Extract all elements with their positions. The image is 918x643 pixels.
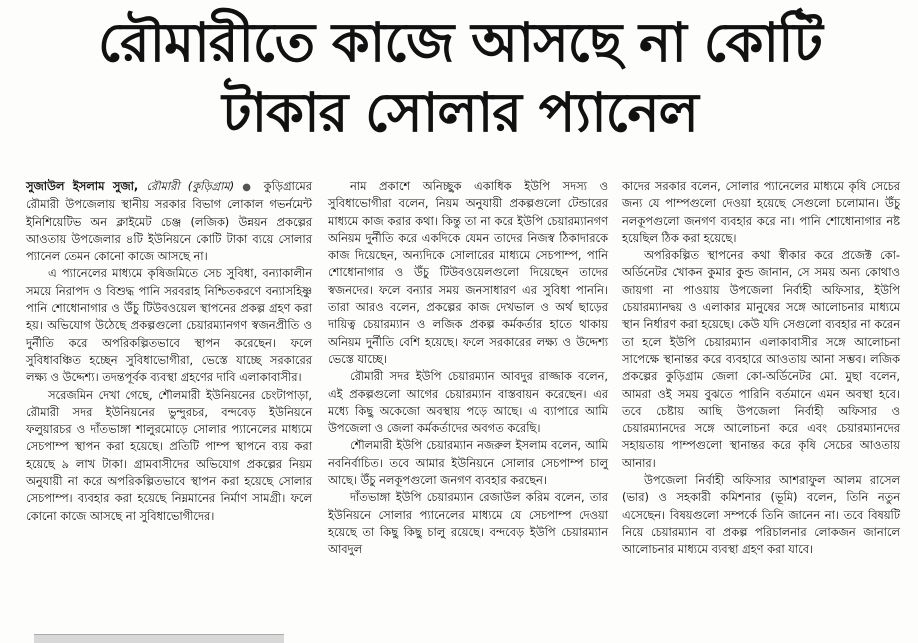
article-column-3 <box>622 178 900 559</box>
article-paragraph: কুড়িগ্রামের রৌমারী উপজেলায় স্থানীয় সরকার বিভাগ লোকাল গভর্নমেন্ট ইনিশিয়েটিভ অন ক্লাইমেট চেঞ্জ (লজিক) উন্নয়ন প্রকল্পের আওতায় উপজেলার ৪টি ইউনিয়নে কোটি টাকা ব্যয়ে সোলার প্যানেল তেমন কোনো কাজে আসছে না। <box>26 179 313 264</box>
headline <box>20 8 900 148</box>
article-paragraph: রৌমারী সদর ইউপি চেয়ারম্যান আবদুর রাজ্জাক বলেন, এই প্রকল্পগুলো আগের চেয়ারম্যান বাস্তবায়ন করেছেন। এর মধ্যে কিছু অকেজো অবস্থায় পড়ে আছে। এ ব্যাপারে আমি উপজেলা ও জেলা কর্মকর্তাদের অবগত করেছি। <box>328 369 608 436</box>
article-column-1 <box>26 178 312 525</box>
article-column-2 <box>328 178 608 559</box>
headline-line-1: রৌমারীতে কাজে আসছে না কোটি <box>98 11 822 74</box>
article-paragraph: এ প্যানেলের মাধ্যমে কৃষিজমিতে সেচ সুবিধা, বন্যাকালীন সময়ে নিরাপদ ও বিশুদ্ধ পানি সরবরাহ নিশ্চিতকরণে বন্যাসহিষ্ণু পানি শোধোনাগার ও উঁচু টিউবওয়েল স্থাপনের প্রকল্প গ্রহণ করা হয়। অভিযোগ উঠেছে প্রকল্পগুলো চেয়ারম্যানগণ স্বজনপ্রীতি ও দুর্নীতি করে অপরিকল্পিতভাবে স্থাপন করেছেন। ফলে সুবিধাবঞ্চিত হচ্ছেন সুবিধাভোগীরা, ভেস্তে যাচ্ছে সরকারের লক্ষ্য ও উদ্দেশ্য। তদন্তপূর্বক ব্যবস্থা গ্রহণের দাবি এলাকাবাসীর। <box>26 266 312 385</box>
article-paragraph: উপজেলা নির্বাহী অফিসার আশরাফুল আলম রাসেল (ভার) ও সহকারী কমিশনার (ভূমি) বলেন, তিনি নতুন এসেছেন। বিষয়গুলো সম্পর্কে তিনি জানেন না। তবে বিষয়টি নিয়ে চেয়ারম্যান বা প্রকল্প পরিচালনার লোকজন জানালে আলোচনার মাধ্যমে ব্যবস্থা গ্রহণ করা যাবে। <box>622 473 900 557</box>
byline-place: রৌমারী (কুড়িগ্রাম) <box>146 179 235 193</box>
byline-bullet: ● <box>242 182 256 193</box>
article-paragraph: শৌলমারী ইউপি চেয়ারম্যান নজরুল ইসলাম বলেন, আমি নবনির্বাচিত। তবে আমার ইউনিয়নে সোলার সেচপাম্প চালু আছে। উঁচু নলকূপগুলো জনগণ ব্যবহার করছেন। <box>328 438 608 488</box>
article-paragraph: অপরিকল্পিত স্থাপনের কথা স্বীকার করে প্রজেক্ট কো-অর্ডিনেটর খোকন কুমার কুন্ড জানান, সে সময় অন্য কোথাও জায়গা না পাওয়ায় উপজেলা নির্বাহী অফিসার, ইউপি চেয়ারম্যানদ্বয় ও এলাকার মানুষের সঙ্গে আলোচনার মাধ্যমে স্থান নির্ধারণ করা হয়েছে। কেউ যদি সেগুলো ব্যবহার না করেন তা হলে ইউপি চেয়ারম্যান এলাকাবাসীর সঙ্গে আলোচনা সাপেক্ষে স্থানান্তর করে ব্যবহারে আওতায় আনা সম্ভব। লজিক প্রকল্পের কুড়িগ্রাম জেলা কো-অর্ডিনেটর মো. মুছা বলেন, আমরা ওই সময় বুঝতে পারিনি বর্তমানে এমন অবস্থা হবে। তবে চেষ্টায় আছি উপজেলা নির্বাহী অফিসার ও চেয়ারম্যানদের সঙ্গে আলোচনা করে এবং চেয়ারম্যানদের সহায়তায় পাম্পগুলো স্থানান্তর করে কৃষি সেচের আওতায় আনার। <box>622 248 900 470</box>
byline-author: সুজাউল ইসলাম সুজা, <box>26 179 139 193</box>
byline-paragraph <box>26 178 312 265</box>
headline-line-2: টাকার সোলার প্যানেল <box>222 81 698 144</box>
article-paragraph: সরেজমিন দেখা গেছে, শৌলমারী ইউনিয়নের চেংটাপাড়া, রৌমারী সদর ইউনিয়নের ভুন্দুরচর, বন্দবেড় ইউনিয়নে ফলুয়ারচর ও দাঁতভাঙ্গা শালুরমোড়ে সোলার প্যানেলের মাধ্যমে সেচপাম্প স্থাপন করা হয়েছে। প্রতিটি পাম্প স্থাপনে ব্যয় করা হয়েছে ৯ লাখ টাকা। গ্রামবাসীদের অভিযোগ প্রকল্পের নিয়ম অনুযায়ী না করে অপরিকল্পিতভাবে স্থাপন করা হয়েছে সোলার সেচপাম্প। ব্যবহার করা হয়েছে নিম্নমানের নির্মাণ সামগ্রী। ফলে কোনো কাজে আসছে না সুবিধাভোগীদের। <box>26 387 312 523</box>
article-paragraph: দাঁতভাঙ্গা ইউপি চেয়ারম্যান রেজাউল করিম বলেন, তার ইউনিয়নে সোলার প্যানেলের মাধ্যমে যে সেচপাম্প দেওয়া হয়েছে তা কিছু কিছু চালু রয়েছে। বন্দবেড় ইউপি চেয়ারম্যান আবদুল <box>328 490 608 557</box>
article-paragraph: কাদের সরকার বলেন, সোলার প্যানেলের মাধ্যমে কৃষি সেচের জন্য যে পাম্পগুলো দেওয়া হয়েছে সেগুলো চলোমান। উঁচু নলকূপগুলো জনগণ ব্যবহার করে না। পানি শোধোনাগার নষ্ট হয়েছিল ঠিক করা হয়েছে। <box>622 179 900 245</box>
article-paragraph: নাম প্রকাশে অনিচ্ছুক একাধিক ইউপি সদস্য ও সুবিধাভোগীরা বলেন, নিয়ম অনুযায়ী প্রকল্পগুলো টেন্ডারের মাধ্যমে কাজ করার কথা। কিন্তু তা না করে ইউপি চেয়ারম্যানগণ অনিয়ম দুর্নীতি করে একদিকে যেমন তাদের নিজস্ব ঠিকাদারকে কাজ দিয়েছেন, অন্যদিকে সোলারের মাধ্যমে সেচপাম্প, পানি শোধোনাগার ও উঁচু টিউবওয়েলগুলো দিয়েছেন তাদের স্বজনদের। ফলে বন্যার সময় জনসাধারণ এর সুবিধা পাননি। তারা আরও বলেন, প্রকল্পের কাজ দেখভাল ও অর্থ ছাড়ের দায়িত্ব চেয়ারম্যান ও লজিক প্রকল্প কর্মকর্তার হাতে থাকায় অনিয়ম দুর্নীতি বেশি হয়েছে। ফলে সরকারের লক্ষ্য ও উদ্দেশ্য ভেস্তে যাচ্ছে। <box>328 179 608 366</box>
